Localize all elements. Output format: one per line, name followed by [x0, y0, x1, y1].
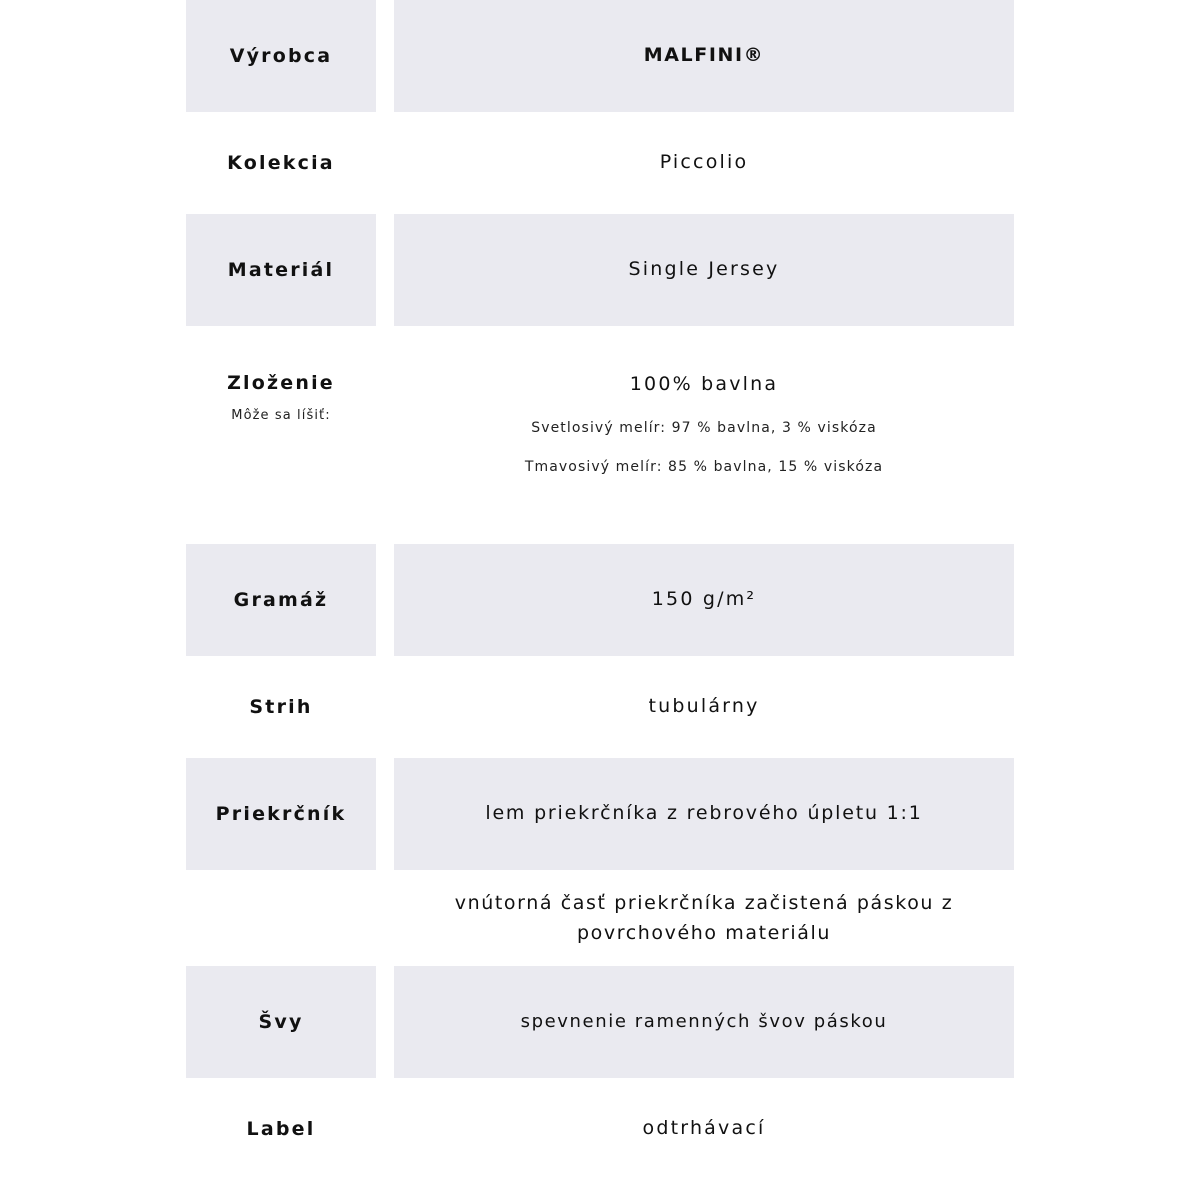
spec-label-kolekcia: Kolekcia: [227, 152, 335, 174]
row-gap: [376, 214, 394, 326]
spec-value-zlozenie-variant-1: Svetlosivý melír: 97 % bavlna, 3 % viskóza: [531, 420, 877, 437]
row-gap: [376, 1078, 394, 1180]
spec-value-zlozenie-variant-2: Tmavosivý melír: 85 % bavlna, 15 % viskóza: [524, 459, 884, 476]
row-gap: [376, 0, 394, 112]
row-spacer-left: [0, 656, 186, 758]
row-spacer-left: [0, 870, 186, 966]
spec-value-material: Single Jersey: [394, 214, 1014, 326]
row-gap: [376, 870, 394, 966]
row-spacer-left: [0, 0, 186, 112]
spec-label-svy: Švy: [186, 966, 376, 1078]
spec-value-priekrcnik: lem priekrčníka z rebrového úpletu 1:1: [394, 758, 1014, 870]
table-row: [0, 214, 1200, 326]
spec-value-strih: tubulárny: [648, 695, 760, 718]
row-spacer-left: [0, 966, 186, 1078]
table-row: [0, 0, 1200, 112]
row-gap: [376, 966, 394, 1078]
spec-label-label: Label: [246, 1118, 316, 1140]
row-spacer-right: [1014, 656, 1200, 758]
spec-label-strih: Strih: [249, 696, 313, 718]
table-row: [0, 656, 1200, 758]
row-spacer-right: [1014, 1078, 1200, 1180]
row-spacer-left: [0, 1078, 186, 1180]
row-spacer-right: [1014, 214, 1200, 326]
row-spacer-right: [1014, 870, 1200, 966]
row-gap: [376, 326, 394, 544]
table-row: [0, 112, 1200, 214]
row-gap: [376, 758, 394, 870]
spec-value-kolekcia: Piccolio: [659, 151, 749, 174]
row-gap: [376, 544, 394, 656]
spec-label-zlozenie-note: Môže sa líšiť:: [231, 408, 331, 423]
row-spacer-right: [1014, 758, 1200, 870]
spec-value-priekrcnik-continued: vnútorná časť priekrčníka začistená páskou z povrchového materiálu: [454, 891, 954, 944]
row-gap: [376, 656, 394, 758]
row-spacer-right: [1014, 0, 1200, 112]
table-row: [0, 966, 1200, 1078]
spec-value-gramaz: 150 g/m²: [394, 544, 1014, 656]
spec-label-gramaz: Gramáž: [186, 544, 376, 656]
spec-value-svy: spevnenie ramenných švov páskou: [394, 966, 1014, 1078]
spec-label-zlozenie-text: Zloženie: [227, 372, 335, 394]
spec-value-zlozenie-main: 100% bavlna: [629, 373, 779, 395]
row-spacer-left: [0, 112, 186, 214]
table-row: [0, 1078, 1200, 1180]
table-row: [0, 870, 1200, 966]
row-gap: [376, 112, 394, 214]
row-spacer-right: [1014, 112, 1200, 214]
spec-label-zlozenie: [186, 326, 376, 544]
spec-value-zlozenie: [394, 326, 1014, 544]
spec-label-priekrcnik-continued: [186, 870, 376, 966]
spec-value-vyrobca: MALFINI®: [394, 0, 1014, 112]
row-spacer-left: [0, 544, 186, 656]
row-spacer-left: [0, 758, 186, 870]
spec-label-priekrcnik: Priekrčník: [186, 758, 376, 870]
table-row: [0, 758, 1200, 870]
table-row: [0, 544, 1200, 656]
row-spacer-right: [1014, 966, 1200, 1078]
table-row: [0, 326, 1200, 544]
spec-value-label: odtrhávací: [642, 1117, 766, 1140]
row-spacer-left: [0, 214, 186, 326]
spec-label-material: Materiál: [186, 214, 376, 326]
row-spacer-left: [0, 326, 186, 544]
row-spacer-right: [1014, 326, 1200, 544]
spec-label-vyrobca: Výrobca: [186, 0, 376, 112]
row-spacer-right: [1014, 544, 1200, 656]
